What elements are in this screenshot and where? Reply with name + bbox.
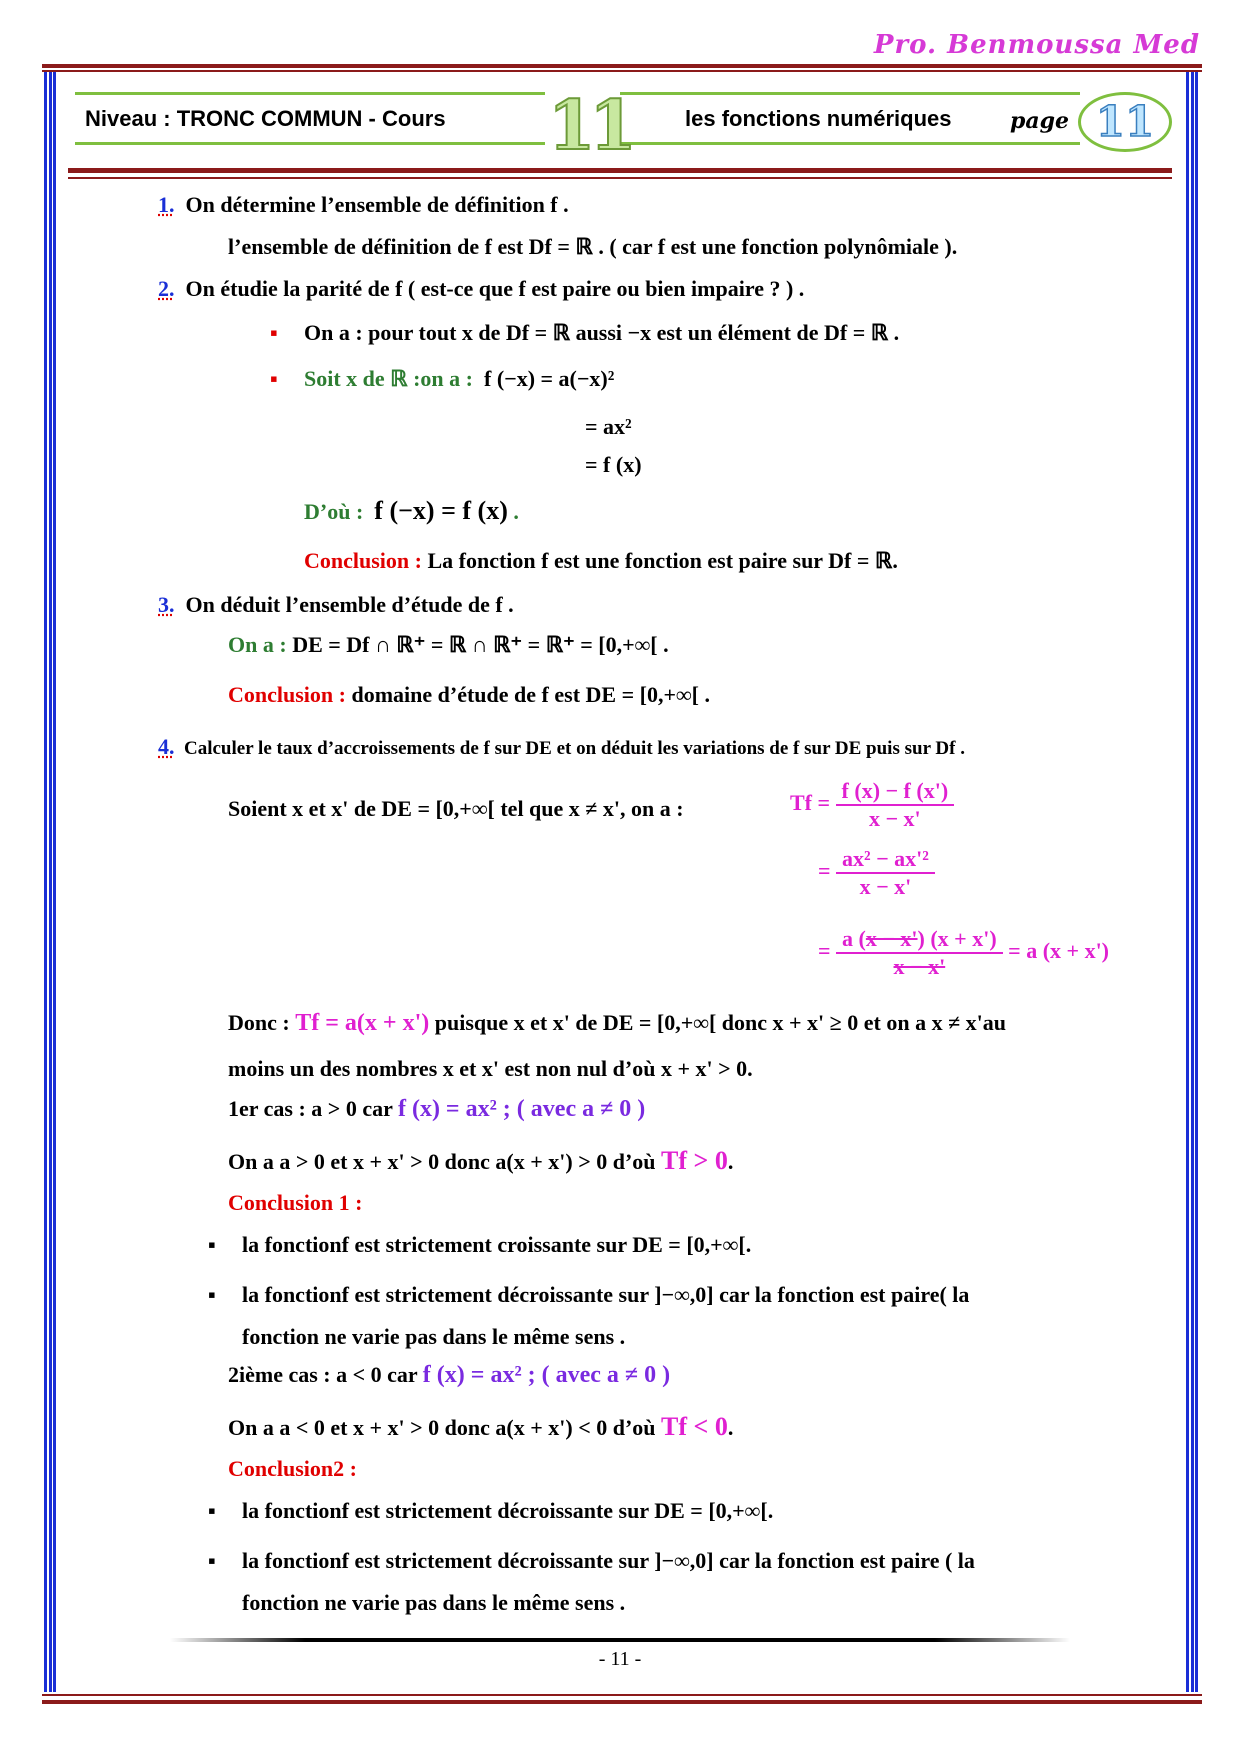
case-1-bullet-1: ▪ la fonctionf est strictement croissante sur DE = [0,+∞[. bbox=[242, 1232, 751, 1258]
section-1-line: l’ensemble de définition de f est Df = ℝ . ( car f est une fonction polynômiale ). bbox=[228, 234, 958, 259]
rate-result: = a (x + x') bbox=[1008, 938, 1110, 964]
rate-fraction-3-num-b: ) (x + x') bbox=[917, 926, 997, 951]
section-3-ona-label: On a : bbox=[228, 632, 287, 657]
rate-fraction-3 bbox=[836, 926, 1003, 980]
section-1-title: On détermine l’ensemble de définition f . bbox=[185, 192, 569, 217]
section-2-dou-label: D’où : bbox=[304, 499, 364, 524]
page-label: page bbox=[1010, 108, 1070, 134]
section-3-conclusion bbox=[228, 682, 710, 708]
footer-rule bbox=[170, 1638, 1070, 1642]
rate-fraction-3-den: x − x' bbox=[893, 954, 946, 979]
section-4-donc-label: Donc : bbox=[228, 1010, 296, 1035]
section-rule bbox=[68, 168, 1172, 173]
top-rule-thin bbox=[42, 70, 1202, 72]
section-4-donc bbox=[228, 1010, 1006, 1037]
section-4-donc-text: puisque x et x' de DE = [0,+∞[ donc x + x' ≥ 0 et on a x ≠ x'au bbox=[429, 1010, 1006, 1035]
section-4-moins: moins un des nombres x et x' est non nul d’où x + x' > 0. bbox=[228, 1056, 753, 1081]
section-3-number: 3. bbox=[158, 592, 175, 617]
case-1-dot: . bbox=[727, 1149, 734, 1174]
section-2-eq-2: = ax² bbox=[585, 414, 632, 439]
section-3-heading bbox=[158, 592, 514, 618]
section-2-title: On étudie la parité de f ( est-ce que f est paire ou bien impaire ? ) . bbox=[185, 276, 805, 301]
case-2-heading bbox=[228, 1362, 670, 1389]
section-2-bullet-2-label: Soit x de ℝ :on a : bbox=[304, 366, 473, 391]
case-1-bullet-2-cont: fonction ne varie pas dans le même sens . bbox=[242, 1324, 626, 1349]
case-2-conclusion: Conclusion2 : bbox=[228, 1456, 357, 1481]
section-2-dou bbox=[304, 496, 519, 526]
case-2-function: f (x) = ax² ; ( avec a ≠ 0 ) bbox=[422, 1362, 671, 1388]
case-1-conclusion: Conclusion 1 : bbox=[228, 1190, 363, 1215]
section-3-title: On déduit l’ensemble d’étude de f . bbox=[185, 592, 514, 617]
rate-fraction-3-num bbox=[836, 926, 1003, 954]
case-2-ona-text: On a a < 0 et x + x' > 0 donc a(x + x') < 0 d’où bbox=[228, 1415, 662, 1440]
top-rule bbox=[42, 64, 1202, 68]
section-2-dou-eq: f (−x) = f (x) bbox=[374, 496, 508, 525]
lesson-badge: 11 bbox=[548, 86, 631, 166]
rate-fraction-3-num-strike: x − x' bbox=[865, 926, 918, 951]
rate-fraction-1-num: f (x) − f (x') bbox=[836, 778, 955, 806]
section-2-dou-dot: . bbox=[507, 499, 519, 524]
case-2-bullet-1: ▪ la fonctionf est strictement décroissante sur DE = [0,+∞[. bbox=[242, 1498, 773, 1524]
section-1-number: 1. bbox=[158, 192, 175, 217]
rate-formula-1 bbox=[790, 778, 954, 832]
rate-fraction-2 bbox=[836, 846, 935, 900]
section-rule-thin bbox=[68, 177, 1172, 179]
rate-fraction-1 bbox=[836, 778, 955, 832]
case-1-function: f (x) = ax² ; ( avec a ≠ 0 ) bbox=[397, 1096, 646, 1122]
course-level: Niveau : TRONC COMMUN - Cours bbox=[85, 106, 446, 131]
case-1-title: 1er cas : a > 0 car bbox=[228, 1096, 398, 1121]
course-topic: les fonctions numériques bbox=[685, 106, 952, 131]
section-3-ona-eq: DE = Df ∩ ℝ⁺ = ℝ ∩ ℝ⁺ = ℝ⁺ = [0,+∞[ . bbox=[286, 632, 669, 657]
page-number-badge: 11 bbox=[1078, 92, 1172, 152]
footer-page-number: - 11 - bbox=[598, 1648, 642, 1670]
section-4-heading bbox=[158, 734, 965, 760]
rate-eq-2: = bbox=[818, 858, 831, 884]
case-1-bullet-2: ▪ la fonctionf est strictement décroissante sur ]−∞,0] car la fonction est paire( la bbox=[242, 1282, 969, 1308]
rate-fraction-2-num: ax² − ax'² bbox=[836, 846, 935, 874]
bottom-rule bbox=[42, 1700, 1202, 1704]
bottom-rule-thin bbox=[42, 1694, 1202, 1696]
rate-tf-label: Tf = bbox=[790, 790, 831, 816]
case-2-dot: . bbox=[727, 1415, 734, 1440]
section-2-number: 2. bbox=[158, 276, 175, 301]
section-4-number: 4. bbox=[158, 734, 175, 759]
rate-formula-2 bbox=[818, 846, 935, 900]
section-2-eq-3: = f (x) bbox=[585, 452, 642, 477]
section-4-title: Calculer le taux d’accroissements de f sur DE et on déduit les variations de f sur DE puis sur Df . bbox=[184, 738, 965, 759]
case-2-title: 2ième cas : a < 0 car bbox=[228, 1362, 423, 1387]
rate-eq-3: = bbox=[818, 938, 831, 964]
case-1-ona-text: On a a > 0 et x + x' > 0 donc a(x + x') > 0 d’où bbox=[228, 1149, 662, 1174]
section-2-heading bbox=[158, 276, 804, 302]
section-3-conclusion-label: Conclusion : bbox=[228, 682, 346, 707]
left-frame-bar bbox=[44, 72, 56, 1692]
section-1-heading bbox=[158, 192, 569, 218]
section-2-eq-1: f (−x) = a(−x)² bbox=[484, 366, 615, 391]
rate-fraction-2-den: x − x' bbox=[859, 874, 912, 899]
section-3-ona bbox=[228, 632, 669, 658]
section-2-conclusion bbox=[304, 548, 898, 574]
case-1-heading bbox=[228, 1096, 645, 1123]
case-2-bullet-2-cont: fonction ne varie pas dans le même sens . bbox=[242, 1590, 626, 1615]
case-1-ona bbox=[228, 1146, 733, 1176]
author-signature: Pro. Benmoussa Med bbox=[873, 30, 1200, 60]
case-1-tf: Tf > 0 bbox=[661, 1146, 728, 1175]
section-3-conclusion-text: domaine d’étude de f est DE = [0,+∞[ . bbox=[345, 682, 710, 707]
rate-formula-3 bbox=[818, 926, 1109, 980]
rate-fraction-3-num-a: a ( bbox=[842, 926, 866, 951]
section-2-conclusion-text: La fonction f est une fonction est paire sur Df = ℝ. bbox=[421, 548, 898, 573]
right-frame-bar bbox=[1186, 72, 1198, 1692]
case-2-bullet-2: ▪ la fonctionf est strictement décroissante sur ]−∞,0] car la fonction est paire ( la bbox=[242, 1548, 975, 1574]
section-2-bullet-1: ▪ On a : pour tout x de Df = ℝ aussi −x est un élément de Df = ℝ . bbox=[304, 320, 899, 346]
section-2-conclusion-label: Conclusion : bbox=[304, 548, 422, 573]
section-4-donc-tf: Tf = a(x + x') bbox=[295, 1010, 430, 1036]
rate-fraction-1-den: x − x' bbox=[869, 806, 921, 831]
case-2-ona bbox=[228, 1412, 733, 1442]
section-4-soient: Soient x et x' de DE = [0,+∞[ tel que x ≠ x', on a : bbox=[228, 796, 684, 821]
case-2-tf: Tf < 0 bbox=[661, 1412, 728, 1441]
section-2-bullet-2 bbox=[304, 366, 614, 392]
